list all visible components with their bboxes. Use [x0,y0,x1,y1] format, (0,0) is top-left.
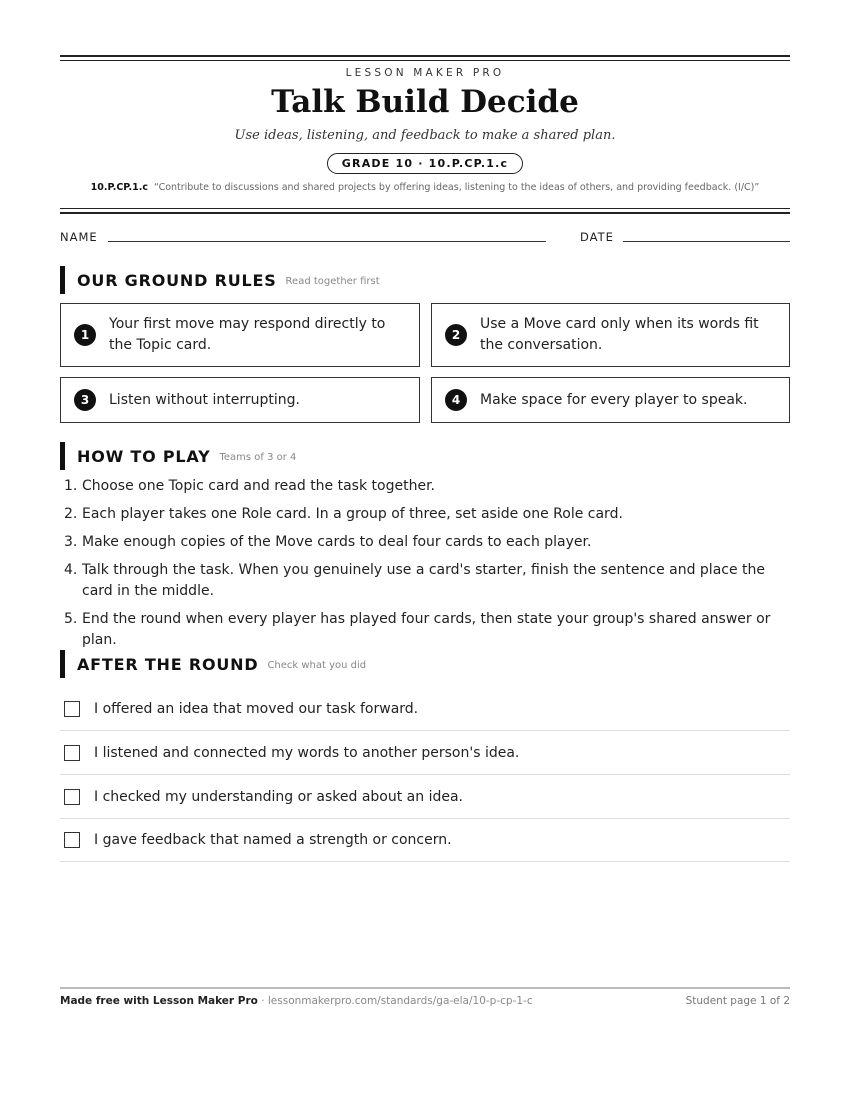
after-round-heading [60,650,366,678]
standard-code: 10.P.CP.1.c [90,182,148,193]
step-text: Talk through the task. When you genuinely use a card's starter, finish the sentence and place the card in the middle. [82,562,766,599]
footer-url[interactable]: lessonmakerpro.com/standards/ga-ela/10-p-cp-1-c [267,995,533,1007]
rule-number-badge: 4 [445,389,467,411]
checkbox[interactable] [64,745,80,761]
footer-rule [60,987,790,989]
checklist-item [60,775,790,819]
checklist-text: I checked my understanding or asked about an idea. [94,788,463,805]
ground-rule-card [60,377,420,423]
after-round-note: Check what you did [267,660,367,671]
ground-rule-card [431,377,790,423]
header-bottom-rule-thin [60,208,790,209]
step-text: Make enough copies of the Move cards to deal four cards to each player. [82,534,592,550]
rule-number-badge: 2 [445,324,467,346]
page-title: Talk Build Decide [271,84,579,120]
header-rule-thin [60,60,790,61]
step-number: 5. [64,611,78,627]
step-number: 1. [64,478,78,494]
checklist-item [60,731,790,775]
rule-text: Listen without interrupting. [109,391,300,408]
grade-badge-wrap [60,152,790,174]
ground-rule-card [431,303,790,367]
step-item [64,609,790,651]
page-subtitle: Use ideas, listening, and feedback to make a shared plan. [234,128,616,143]
step-text: Choose one Topic card and read the task together. [82,478,435,494]
how-to-play-heading [60,442,296,470]
checkbox[interactable] [64,701,80,717]
checklist-text: I gave feedback that named a strength or concern. [94,831,452,848]
checklist-text: I listened and connected my words to another person's idea. [94,744,520,761]
step-number: 3. [64,534,78,550]
footer-credit [60,995,533,1007]
header-rule-thick [60,55,790,57]
how-to-play-note: Teams of 3 or 4 [219,452,297,463]
checkbox[interactable] [64,789,80,805]
footer-page-number: Student page 1 of 2 [685,995,790,1007]
rule-text: Your first move may respond directly to the Topic card. [109,316,386,353]
footer-made-by: Made free with Lesson Maker Pro [60,995,258,1007]
checkbox[interactable] [64,832,80,848]
worksheet-page [60,0,790,1100]
step-item [64,532,790,553]
after-round-title: AFTER THE ROUND [77,654,259,674]
step-item [64,560,790,602]
step-text: End the round when every player has played four cards, then state your group's shared answer or plan. [82,611,771,648]
name-label: NAME [60,230,98,244]
rule-number-badge: 1 [74,324,96,346]
ground-rules-note: Read together first [285,276,380,287]
checklist-item [60,687,790,731]
standard-line [60,182,790,193]
rule-text: Make space for every player to speak. [480,391,748,408]
rule-text: Use a Move card only when its words fit the conversation. [480,316,759,353]
name-line[interactable] [108,241,546,242]
brand-name: LESSON MAKER PRO [345,67,505,79]
step-item [64,476,790,497]
checklist-text: I offered an idea that moved our task forward. [94,700,419,717]
date-line[interactable] [623,241,790,242]
header-bottom-rule-thick [60,212,790,214]
ground-rule-card [60,303,420,367]
checklist-item [60,818,790,862]
step-number: 2. [64,506,78,522]
ground-rules-heading [60,266,380,294]
how-to-play-title: HOW TO PLAY [77,446,211,466]
step-number: 4. [64,562,78,578]
step-item [64,504,790,525]
rule-number-badge: 3 [74,389,96,411]
standard-text: “Contribute to discussions and shared projects by offering ideas, listening to the ideas of others, and providing feedback. (I/C)” [153,182,760,193]
date-label: DATE [580,230,614,244]
ground-rules-title: OUR GROUND RULES [77,270,277,290]
step-text: Each player takes one Role card. In a group of three, set aside one Role card. [82,506,623,522]
grade-badge: GRADE 10 · 10.P.CP.1.c [327,153,523,174]
footer-separator: · [257,995,268,1007]
how-to-play-steps [64,476,790,658]
